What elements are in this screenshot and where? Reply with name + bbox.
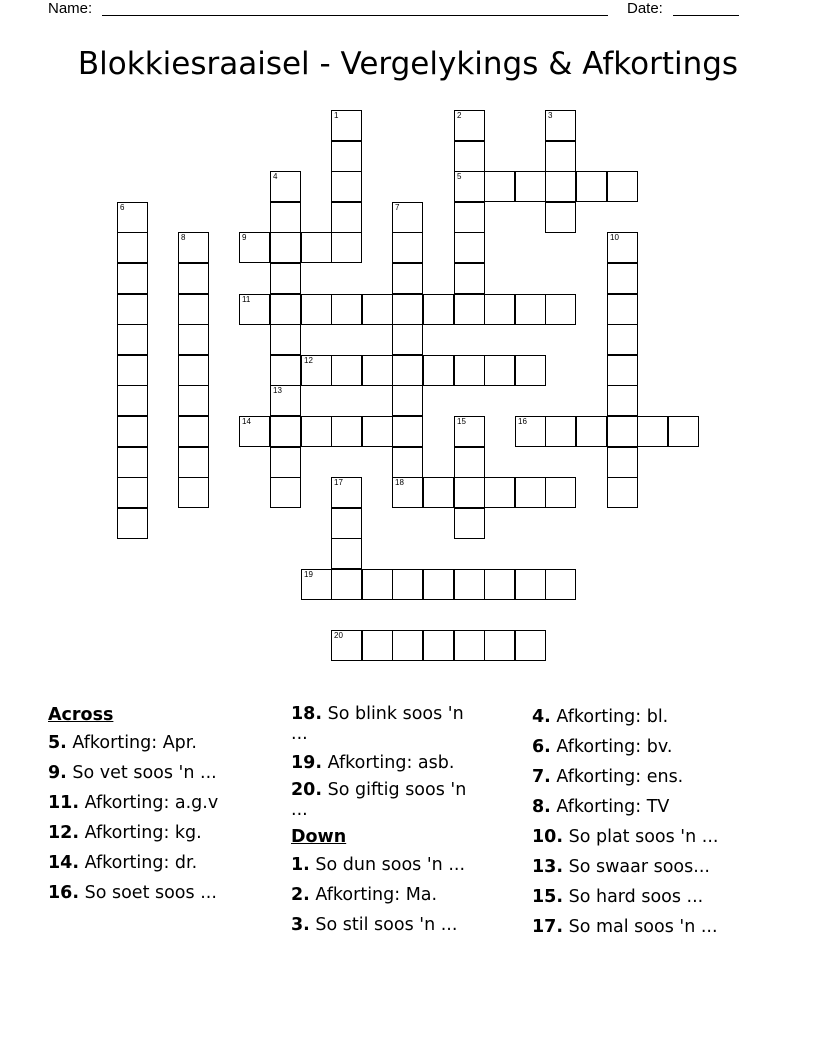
clue-down-4: 4. Afkorting: bl.	[532, 707, 669, 727]
grid-cell[interactable]	[607, 355, 638, 386]
page-title: Blokkiesraaisel - Vergelykings & Afkortings	[77, 46, 739, 82]
clue-across-18: 18. So blink soos 'n	[291, 704, 464, 724]
grid-cell[interactable]	[178, 232, 209, 263]
grid-cell[interactable]	[392, 294, 423, 325]
grid-cell[interactable]	[392, 447, 423, 478]
grid-clue-number: 7	[395, 203, 400, 212]
grid-cell[interactable]	[454, 263, 485, 294]
grid-cell[interactable]	[454, 110, 485, 141]
grid-cell[interactable]	[484, 630, 515, 661]
grid-clue-number: 2	[457, 111, 462, 120]
grid-cell[interactable]	[270, 385, 301, 416]
grid-cell[interactable]	[117, 324, 148, 355]
grid-cell[interactable]	[454, 232, 485, 263]
grid-cell[interactable]	[392, 630, 423, 661]
grid-cell[interactable]	[484, 355, 515, 386]
grid-cell[interactable]	[545, 477, 576, 508]
grid-clue-number: 11	[242, 295, 251, 304]
clue-across-16: 16. So soet soos ...	[48, 883, 217, 903]
grid-cell[interactable]	[117, 508, 148, 539]
grid-cell[interactable]	[454, 294, 485, 325]
grid-clue-number: 10	[610, 233, 619, 242]
grid-cell[interactable]	[117, 477, 148, 508]
clue-across-19: 19. Afkorting: asb.	[291, 753, 455, 773]
grid-cell[interactable]	[239, 416, 270, 447]
name-label: Name:	[48, 0, 93, 17]
grid-cell[interactable]	[392, 202, 423, 233]
clue-across-11: 11. Afkorting: a.g.v	[48, 793, 219, 813]
grid-cell[interactable]	[178, 263, 209, 294]
grid-cell[interactable]	[178, 416, 209, 447]
grid-cell[interactable]	[454, 630, 485, 661]
grid-cell[interactable]	[515, 477, 546, 508]
grid-cell[interactable]	[423, 355, 454, 386]
clue-down-3: 3. So stil soos 'n ...	[291, 915, 458, 935]
grid-cell[interactable]	[392, 324, 423, 355]
grid-clue-number: 4	[273, 172, 278, 181]
clue-down-8: 8. Afkorting: TV	[532, 797, 670, 817]
clue-down-10: 10. So plat soos 'n ...	[532, 827, 719, 847]
grid-cell[interactable]	[454, 202, 485, 233]
grid-cell[interactable]	[545, 416, 576, 447]
grid-cell[interactable]	[423, 630, 454, 661]
grid-cell[interactable]	[576, 171, 607, 202]
across-heading: Across	[48, 705, 114, 725]
grid-cell[interactable]	[392, 232, 423, 263]
clue-across-9: 9. So vet soos 'n ...	[48, 763, 217, 783]
grid-cell[interactable]	[454, 508, 485, 539]
grid-clue-number: 14	[242, 417, 251, 426]
clue-across-14: 14. Afkorting: dr.	[48, 853, 198, 873]
down-heading: Down	[291, 827, 347, 847]
grid-cell[interactable]	[545, 141, 576, 172]
grid-cell[interactable]	[270, 355, 301, 386]
grid-cell[interactable]	[270, 477, 301, 508]
grid-cell[interactable]	[117, 294, 148, 325]
clue-across-20-cont: ...	[291, 800, 308, 820]
grid-cell[interactable]	[607, 324, 638, 355]
grid-clue-number: 18	[395, 478, 404, 487]
grid-cell[interactable]	[607, 416, 638, 447]
grid-cell[interactable]	[392, 263, 423, 294]
grid-cell[interactable]	[668, 416, 699, 447]
grid-clue-number: 16	[518, 417, 527, 426]
grid-cell[interactable]	[484, 171, 515, 202]
grid-cell[interactable]	[607, 294, 638, 325]
grid-cell[interactable]	[178, 324, 209, 355]
grid-clue-number: 13	[273, 386, 282, 395]
grid-cell[interactable]	[331, 202, 362, 233]
grid-cell[interactable]	[270, 232, 301, 263]
clue-column-2	[291, 702, 466, 940]
grid-cell[interactable]	[362, 416, 393, 447]
clue-down-13: 13. So swaar soos...	[532, 857, 710, 877]
grid-cell[interactable]	[392, 416, 423, 447]
clue-column-1	[48, 702, 218, 908]
clue-down-6: 6. Afkorting: bv.	[532, 737, 673, 757]
grid-cell[interactable]	[545, 171, 576, 202]
clue-across-5: 5. Afkorting: Apr.	[48, 733, 197, 753]
grid-cell[interactable]	[545, 202, 576, 233]
grid-cell[interactable]	[484, 477, 515, 508]
grid-cell[interactable]	[117, 355, 148, 386]
grid-cell[interactable]	[331, 538, 362, 569]
grid-cell[interactable]	[454, 477, 485, 508]
grid-cell[interactable]	[484, 569, 515, 600]
grid-cell[interactable]	[301, 569, 332, 600]
grid-cell[interactable]	[515, 355, 546, 386]
grid-cell[interactable]	[392, 477, 423, 508]
grid-cell[interactable]	[607, 477, 638, 508]
clue-across-18-cont: ...	[291, 724, 308, 744]
grid-cell[interactable]	[454, 416, 485, 447]
grid-cell[interactable]	[637, 416, 668, 447]
grid-cell[interactable]	[239, 294, 270, 325]
clue-across-20: 20. So giftig soos 'n	[291, 780, 467, 800]
grid-cell[interactable]	[117, 416, 148, 447]
grid-cell[interactable]	[117, 385, 148, 416]
grid-cell[interactable]	[270, 447, 301, 478]
clue-down-2: 2. Afkorting: Ma.	[291, 885, 438, 905]
grid-cell[interactable]	[331, 141, 362, 172]
grid-cell[interactable]	[331, 508, 362, 539]
grid-cell[interactable]	[423, 569, 454, 600]
grid-cell[interactable]	[607, 171, 638, 202]
grid-cell[interactable]	[178, 477, 209, 508]
grid-cell[interactable]	[607, 263, 638, 294]
grid-clue-number: 17	[334, 478, 343, 487]
grid-cell[interactable]	[454, 141, 485, 172]
grid-cell[interactable]	[423, 294, 454, 325]
clue-down-1: 1. So dun soos 'n ...	[291, 855, 466, 875]
grid-clue-number: 8	[181, 233, 186, 242]
grid-clue-number: 12	[304, 356, 313, 365]
grid-cell[interactable]	[515, 416, 546, 447]
clue-down-15: 15. So hard soos ...	[532, 887, 704, 907]
grid-cell[interactable]	[301, 294, 332, 325]
clue-across-12: 12. Afkorting: kg.	[48, 823, 202, 843]
grid-cell[interactable]	[331, 171, 362, 202]
grid-cell[interactable]	[331, 569, 362, 600]
grid-cell[interactable]	[454, 355, 485, 386]
grid-cell[interactable]	[576, 416, 607, 447]
grid-cell[interactable]	[392, 355, 423, 386]
grid-cell[interactable]	[545, 294, 576, 325]
grid-cell[interactable]	[178, 355, 209, 386]
grid-clue-number: 20	[334, 631, 343, 640]
grid-cell[interactable]	[270, 324, 301, 355]
grid-cell[interactable]	[301, 232, 332, 263]
grid-cell[interactable]	[362, 569, 393, 600]
grid-cell[interactable]	[178, 447, 209, 478]
grid-cell[interactable]	[270, 263, 301, 294]
grid-cell[interactable]	[545, 110, 576, 141]
grid-cell[interactable]	[117, 202, 148, 233]
grid-cell[interactable]	[362, 294, 393, 325]
clue-down-17: 17. So mal soos 'n ...	[532, 917, 718, 937]
grid-clue-number: 6	[120, 203, 125, 212]
grid-cell[interactable]	[301, 355, 332, 386]
grid-clue-number: 5	[457, 172, 462, 181]
grid-cell[interactable]	[515, 630, 546, 661]
grid-cell[interactable]	[331, 294, 362, 325]
grid-clue-number: 19	[304, 570, 313, 579]
grid-cell[interactable]	[331, 232, 362, 263]
grid-cell[interactable]	[607, 447, 638, 478]
grid-cell[interactable]	[362, 630, 393, 661]
grid-cell[interactable]	[301, 416, 332, 447]
grid-cell[interactable]	[270, 416, 301, 447]
grid-cell[interactable]	[331, 477, 362, 508]
grid-cell[interactable]	[178, 294, 209, 325]
grid-cell[interactable]	[423, 477, 454, 508]
grid-cell[interactable]	[454, 171, 485, 202]
grid-cell[interactable]	[117, 232, 148, 263]
grid-cell[interactable]	[117, 263, 148, 294]
grid-cell[interactable]	[331, 355, 362, 386]
grid-cell[interactable]	[270, 202, 301, 233]
grid-cell[interactable]	[239, 232, 270, 263]
grid-cell[interactable]	[454, 447, 485, 478]
grid-cell[interactable]	[392, 385, 423, 416]
grid-cell[interactable]	[331, 630, 362, 661]
grid-cell[interactable]	[515, 171, 546, 202]
grid-cell[interactable]	[484, 294, 515, 325]
grid-clue-number: 1	[334, 111, 339, 120]
grid-cell[interactable]	[607, 385, 638, 416]
grid-cell[interactable]	[331, 416, 362, 447]
clue-down-7: 7. Afkorting: ens.	[532, 767, 684, 787]
grid-cell[interactable]	[392, 569, 423, 600]
grid-cell[interactable]	[607, 232, 638, 263]
grid-cell[interactable]	[515, 294, 546, 325]
grid-clue-number: 9	[242, 233, 247, 242]
grid-cell[interactable]	[515, 569, 546, 600]
grid-cell[interactable]	[270, 294, 301, 325]
grid-cell[interactable]	[117, 447, 148, 478]
grid-cell[interactable]	[362, 355, 393, 386]
grid-cell[interactable]	[270, 171, 301, 202]
grid-clue-number: 3	[548, 111, 553, 120]
date-label: Date:	[627, 0, 663, 17]
grid-clue-number: 15	[457, 417, 466, 426]
grid-cell[interactable]	[331, 110, 362, 141]
grid-cell[interactable]	[178, 385, 209, 416]
grid-cell[interactable]	[545, 569, 576, 600]
grid-cell[interactable]	[454, 569, 485, 600]
clue-column-3	[532, 702, 718, 942]
